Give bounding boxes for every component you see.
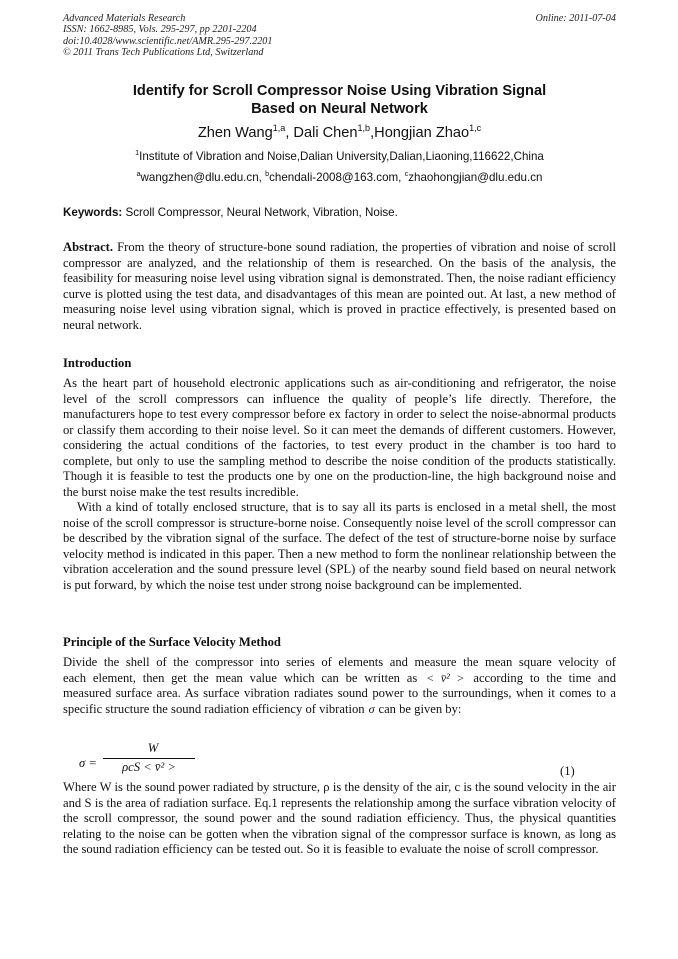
principle-line-1: Divide the shell of the compressor into series of elements and measure the mean square velocity of (63, 655, 616, 669)
equation-number: (1) (560, 764, 575, 778)
affiliation-sup: 1 (135, 148, 140, 158)
email-sup: a (136, 169, 141, 179)
principle-text: according to the time and (473, 670, 616, 685)
doi-line: doi:10.4028/www.scientific.net/AMR.295-297.2201 (63, 35, 273, 47)
author-sup: 1,b (357, 123, 371, 134)
issn-line: ISSN: 1662-8985, Vols. 295-297, pp 2201-2204 (63, 24, 257, 36)
author-sup: 1,c (469, 123, 482, 134)
copyright-line: © 2011 Trans Tech Publications Ltd, Switzerland (63, 46, 264, 58)
equation-numerator: W (147, 741, 159, 755)
online-date: Online: 2011-07-04 (535, 13, 616, 24)
author-name: Zhen Wang (197, 125, 273, 141)
author-sep: , (370, 125, 375, 141)
principle-heading: Principle of the Surface Velocity Method (63, 635, 281, 649)
principle-text: can be given by: (378, 701, 462, 716)
abstract-label: Abstract. (63, 240, 114, 254)
abstract-text: From the theory of structure-bone sound radiation, the properties of vibration and noise of scroll compressor are analyzed, and the relationship of them is researched. On the basis of the analysis, the feasibility for measuring noise level using vibration signal is demonstrated. Then, the noise radiant efficiency curve is plotted using the test data, and disadvantages of this mean are pointed out. At last, a new method of measuring noise level using vibration signal, which is proved in practice effectively, is presented based on neural network. (63, 240, 616, 332)
author-sep: , (285, 125, 294, 141)
email-link[interactable]: wangzhen@dlu.edu.cn, (140, 171, 266, 184)
keywords-label: Keywords: (63, 206, 123, 219)
principle-text: each element, then get the mean value which can be written as (63, 670, 418, 685)
journal-name: Advanced Materials Research (63, 13, 186, 24)
intro-paragraph-1: As the heart part of household electronic applications such as air-conditioning and refrigerator, the noise level of the scroll compressors can influence the quality of people’s life directly. Therefore, the manufacturers hope to test every compressor before ex factory in order to select the noise-abnormal products or classify them according to their noise level. So it can meet the demands of different customers. However, considering the actual conditions of the factories, to test every product in the chamber is too hard to complete, but only to use the sampling method to describe the noise condition of the products statistically. Though it is feasible to test the products one by one on the production-line, the high background noise and the burst noise make the test results incredible. (63, 376, 616, 499)
email-link[interactable]: zhaohongjian@dlu.edu.cn (408, 171, 543, 184)
title-line-1: Identify for Scroll Compressor Noise Using Vibration Signal (132, 83, 547, 99)
introduction-body (63, 376, 616, 593)
principle-line-3 (63, 686, 616, 717)
mean-square-velocity-symbol: < v̄² > (426, 670, 465, 685)
sigma-symbol: σ (368, 701, 375, 716)
email-link[interactable]: chendali-2008@163.com, (269, 171, 405, 184)
affiliation (63, 150, 616, 164)
principle-line-2 (63, 671, 616, 687)
author-list (63, 124, 616, 142)
author-sup: 1,a (272, 123, 286, 134)
principle-body (63, 655, 616, 717)
principle-text: measured surface area. As surface vibration radiates sound power to the surroundings, when it comes to a specific structure the sound radiation efficiency of vibration (63, 686, 616, 716)
keywords (63, 206, 616, 220)
title-line-2: Based on Neural Network (251, 100, 428, 117)
after-equation-paragraph: Where W is the sound power radiated by structure, ρ is the density of the air, c is the sound velocity in the air and S is the area of radiation surface. Eq.1 represents the relationship among the surface vibration velocity of the scroll compressor, the sound power and the sound radiation efficiency. Thus, the physical quantities relating to the noise can be gotten when the vibration signal of the compressor surface is known, as long as the sound radiation efficiency can be tested out. So it is feasible to evaluate the noise of scroll compressor. (63, 780, 616, 856)
author-name: Dali Chen (293, 125, 358, 141)
author-name: Hongjian Zhao (374, 125, 470, 141)
abstract (63, 240, 616, 333)
email-sup: b (265, 169, 270, 179)
email-sup: c (404, 169, 409, 179)
equation-denominator: ρcS < v̄² > (122, 760, 176, 774)
paper-title (63, 83, 616, 118)
introduction-heading: Introduction (63, 356, 132, 370)
affiliation-text: Institute of Vibration and Noise,Dalian University,Dalian,Liaoning,116622,China (139, 150, 544, 163)
email-list (63, 171, 616, 185)
after-equation-body (63, 780, 616, 858)
equation-lhs: σ = (79, 756, 97, 770)
journal-header (63, 13, 616, 58)
intro-paragraph-2: With a kind of totally enclosed structure, that is to say all its parts is enclosed in a metal shell, the most noise of the scroll compressor is structure-borne noise. Consequently noise level of the scroll compressor can be described by the vibration signal of the surface. The defect of the test of structure-borne noise by surface velocity method is indicated in this paper. Then a new method to form the nonlinear relationship between the vibration acceleration and the sound pressure level (SPL) of the nearby sound field based on neural network is put forward, by which the noise test under strong noise background can be implemented. (63, 500, 616, 592)
fraction-bar (103, 758, 195, 759)
keywords-text: Scroll Compressor, Neural Network, Vibration, Noise. (125, 206, 398, 219)
